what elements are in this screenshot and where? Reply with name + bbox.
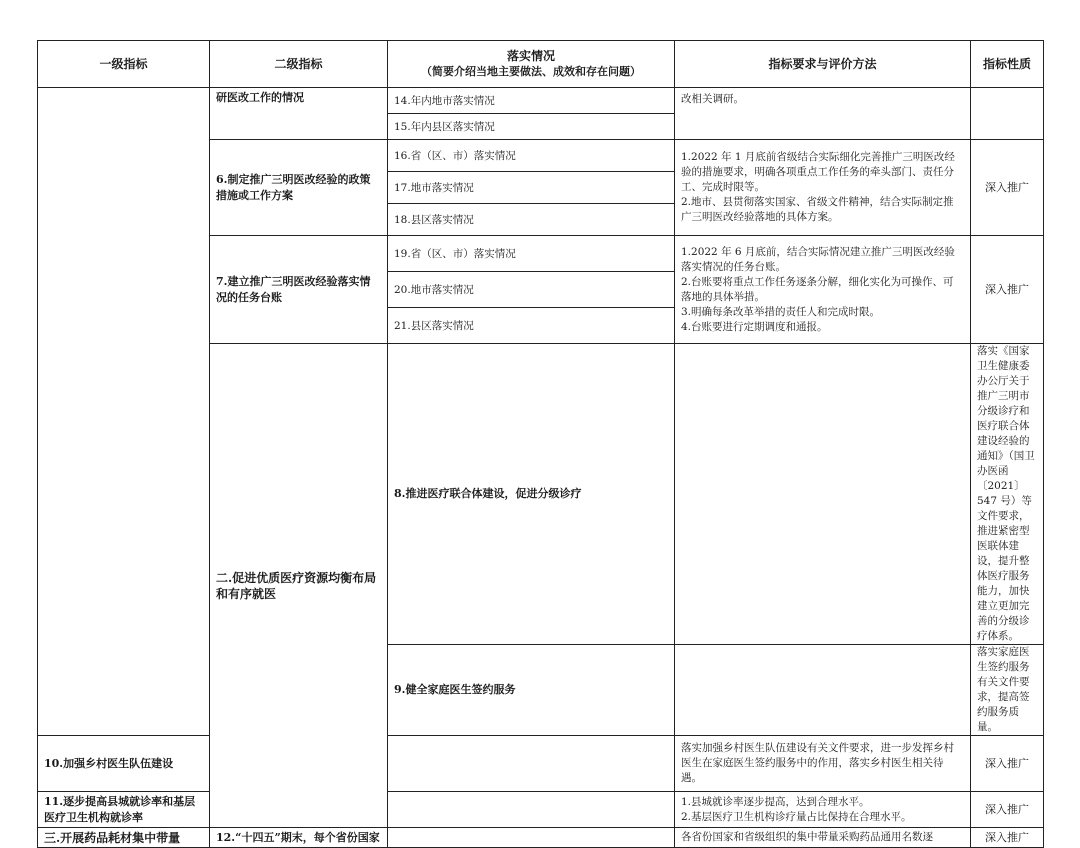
requirement-cell: 落实家庭医生签约服务有关文件要求，提高签约服务质量。 [971, 645, 1044, 736]
implementation-cell-empty [388, 828, 675, 848]
requirement-cell: 1.县城就诊率逐步提高，达到合理水平。 2.基层医疗卫生机构诊疗量占比保持在合理水平。 [675, 792, 971, 828]
level2-cell: 8.推进医疗联合体建设，促进分级诊疗 [388, 344, 675, 645]
level2-cell: 10.加强乡村医生队伍建设 [38, 736, 210, 792]
implementation-cell: 16.省（区、市）落实情况 [388, 140, 675, 172]
header-nature: 指标性质 [971, 41, 1044, 88]
table-row [38, 88, 1044, 114]
header-implementation [388, 41, 675, 88]
requirement-cell: 改相关调研。 [675, 88, 971, 140]
nature-cell: 深入推广 [971, 140, 1044, 236]
requirement-cell: 1.2022 年 1 月底前省级结合实际细化完善推广三明医改经验的措施要求，明确各项重点工作任务的牵头部门、责任分工、完成时限等。 2.地市、县贯彻落实国家、省级文件精神，结合实际制定推广三明医改经验落地的具体方案。 [675, 140, 971, 236]
level1-cell-empty [38, 88, 210, 736]
level2-cell: 12.“十四五”期末，每个省份国家 [210, 828, 388, 848]
header-requirement: 指标要求与评价方法 [675, 41, 971, 88]
nature-cell: 深入推广 [971, 236, 1044, 344]
nature-cell: 深入推广 [971, 736, 1044, 792]
implementation-cell: 14.年内地市落实情况 [388, 88, 675, 114]
header-level1: 一级指标 [38, 41, 210, 88]
indicator-table [37, 40, 1044, 848]
header-implementation-title: 落实情况 [506, 49, 555, 63]
level2-cell: 研医改工作的情况 [210, 88, 388, 140]
implementation-cell: 15.年内县区落实情况 [388, 114, 675, 140]
header-implementation-subtitle: （简要介绍当地主要做法、成效和存在问题） [421, 65, 641, 78]
requirement-cell: 落实加强乡村医生队伍建设有关文件要求，进一步发挥乡村医生在家庭医生签约服务中的作用，落实乡村医生相关待遇。 [675, 736, 971, 792]
requirement-cell: 落实《国家卫生健康委办公厅关于推广三明市分级诊疗和医疗联合体建设经验的通知》（国卫办医函〔2021〕547 号）等文件要求，推进紧密型医联体建设，提升整体医疗服务能力，加快建立更加完善的分级诊疗体系。 [971, 344, 1044, 645]
implementation-cell: 20.地市落实情况 [388, 272, 675, 308]
level2-cell: 6.制定推广三明医改经验的政策措施或工作方案 [210, 140, 388, 236]
nature-cell: 深入推广 [971, 792, 1044, 828]
level2-cell: 7.建立推广三明医改经验落实情况的任务台账 [210, 236, 388, 344]
header-level2: 二级指标 [210, 41, 388, 88]
level2-cell: 9.健全家庭医生签约服务 [388, 645, 675, 736]
nature-cell-empty [971, 88, 1044, 140]
level1-cell: 二.促进优质医疗资源均衡布局和有序就医 [210, 344, 388, 828]
implementation-cell: 21.县区落实情况 [388, 308, 675, 344]
level1-cell: 三.开展药品耗材集中带量 [38, 828, 210, 848]
nature-cell: 深入推广 [971, 828, 1044, 848]
table-row [38, 792, 1044, 828]
level2-cell: 11.逐步提高县城就诊率和基层医疗卫生机构就诊率 [38, 792, 210, 828]
implementation-cell-empty [388, 792, 675, 828]
implementation-cell-empty [675, 645, 971, 736]
requirement-cell: 1.2022 年 6 月底前，结合实际情况建立推广三明医改经验落实情况的任务台账。 2.台账要将重点工作任务逐条分解，细化实化为可操作、可落地的具体举措。 3.明确每条改革举措的责任人和完成时限。 4.台账要进行定期调度和通报。 [675, 236, 971, 344]
table-header-row [38, 41, 1044, 88]
implementation-cell: 19.省（区、市）落实情况 [388, 236, 675, 272]
implementation-cell-empty [675, 344, 971, 645]
implementation-cell: 18.县区落实情况 [388, 204, 675, 236]
table-row [38, 828, 1044, 848]
implementation-cell-empty [388, 736, 675, 792]
requirement-cell: 各省份国家和省级组织的集中带量采购药品通用名数逐 [675, 828, 971, 848]
implementation-cell: 17.地市落实情况 [388, 172, 675, 204]
table-row [38, 736, 1044, 792]
